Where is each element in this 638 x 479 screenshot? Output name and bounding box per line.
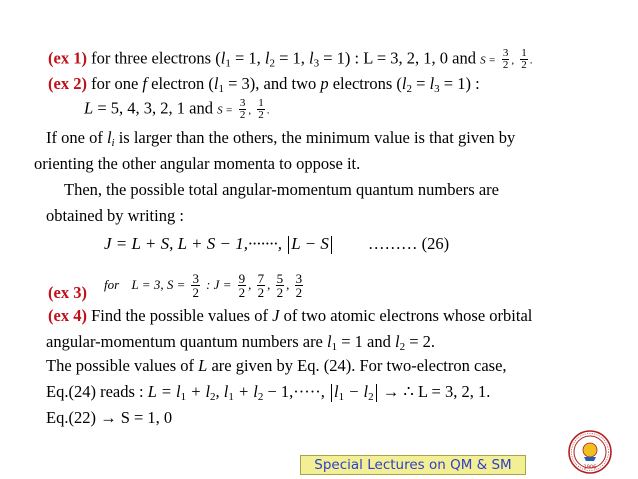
fraction-numerator: 1 [258,97,264,109]
fraction-numerator: 9 [238,270,246,286]
equation-22-text: Eq.(22) → S = 1, 0 [46,408,173,427]
spin-fraction [191,272,200,299]
eq24-abs-part: l [334,382,339,401]
L-symbol: L [84,98,94,118]
fraction-denominator: 2 [257,284,265,300]
fraction-denominator: 2 [192,284,199,300]
para1-text-b: is larger than the others, the minimum value is that given by [114,128,516,147]
eq24-abs-part: − l [344,382,369,401]
equation-24-label: Eq.(24) reads : [46,382,148,401]
l2-symbol: l [401,74,407,93]
J-symbol: J [272,306,280,325]
l2-value: = 2. [405,332,436,351]
for-word: for [104,277,120,292]
fraction-numerator: 3 [295,270,303,286]
example-3-tag: (ex 3) [48,283,87,302]
subscript: 2 [368,391,374,403]
lecture-footer: Special Lectures on QM & SM [300,455,526,475]
li-symbol: l [106,128,112,147]
para3-text-a: The possible values of [46,356,199,375]
l1-value: = 3), and two [223,74,321,93]
example-2-text-a: for one [91,74,143,93]
L-and-S: L = 3, S = [131,277,186,292]
subscript: 2 [257,391,264,403]
l2-subscript: 2 [269,57,275,70]
J-fraction [257,272,266,299]
J-fraction [276,272,285,299]
J-values: $\frac{9}{2}$ , $\frac{7}{2}$ , $\frac{5}{2}$ , $\frac{3}{2}$ [238,270,303,300]
l1-symbol: l [327,332,332,351]
para1-text-a: If one of [46,128,107,147]
l1-subscript: 1 [218,83,224,95]
spin-fraction-1-2 [520,48,528,71]
fraction-numerator: 7 [257,270,265,286]
paragraph-1-line-2 [34,154,360,174]
l3-symbol: l [309,48,314,68]
example-2-text-b: electron ( [147,74,214,93]
l2-value: = 1, [274,48,310,68]
spin-symbol: S = [480,54,496,67]
fraction-numerator: 3 [502,47,509,59]
equation-24-line [46,382,490,407]
spin-symbol: S = [217,104,233,117]
paragraph-2-line-2 [46,206,184,226]
abs-bar-right [331,236,332,254]
example-2-tag: (ex 2) [48,74,87,93]
spin-fraction-3-2 [239,98,247,121]
ex4-text-a: Find the possible values of [91,306,273,325]
fraction-denominator: 2 [238,284,246,300]
equation-26-ref [368,234,449,254]
example-1-text: for three electrons ( [91,48,221,68]
li-subscript: i [111,137,115,149]
paragraph-3 [46,356,507,376]
l1-subscript: 1 [225,57,231,70]
f-symbol: f [142,74,147,93]
university-seal-icon [568,430,612,474]
abs-bar-left [288,236,289,254]
spin-fraction-3-2 [502,48,510,71]
example-1-tag: (ex 1) [48,48,87,68]
l2-symbol: l [264,48,270,68]
subscript: 2 [210,391,216,403]
l2-subscript: 2 [406,83,413,95]
fraction-denominator: 2 [276,284,284,300]
l3-value: = 1) : [439,74,480,93]
example-4-tag: (ex 4) [48,306,87,325]
l1-value: = 1 and [337,332,395,351]
ex4-text-c: angular-momentum quantum numbers are [46,332,328,351]
example-3-line [48,283,87,303]
fraction-denominator: 2 [502,59,509,71]
fraction-numerator: 3 [239,97,246,109]
l3-subscript: 3 [313,57,320,70]
subscript: 1 [228,391,234,403]
equation-26-number: ……… (26) [368,234,450,253]
fraction-denominator: 2 [239,109,246,121]
paragraph-2-line-1 [64,180,499,200]
seal-year: 1906 [583,464,597,471]
equals: = [412,74,430,93]
l1-value: = 1, [230,48,265,68]
fraction-numerator: 3 [192,270,199,286]
eq24-result: → ∴ L = 3, 2, 1. [378,382,491,401]
example-4-line-1 [48,306,532,326]
fraction-denominator: 2 [258,109,264,121]
J-fraction [295,272,304,299]
paragraph-1-line-1 [46,128,515,153]
L-values: = 5, 4, 3, 2, 1 and [93,98,218,118]
fraction-numerator: 5 [276,270,284,286]
fraction-denominator: 2 [295,284,303,300]
example-2-values-line: L = 5, 4, 3, 2, 1 and S = $\frac{3}{2}$ , $\frac{1}{2}$ . [84,97,270,121]
ex4-text-b: of two atomic electrons whose orbital [279,306,533,325]
eq24-part: − 1,·····, [263,382,325,401]
J-equals: : J = [206,277,232,292]
subscript: 1 [338,391,345,403]
l1-subscript: 1 [331,341,338,353]
eq24-part: + l [233,382,258,401]
l2-subscript: 2 [399,341,406,353]
equation-26 [104,234,334,254]
subscript: 1 [180,391,187,403]
abs-bar-right [376,384,377,402]
eq24-part: , l [215,382,229,401]
example-1-line: (ex 1) for three electrons ($l_1 = 1$, $l_2 = 1$, $l_3 = 1$) : L = 3, 2, 1, 0 and S = $\frac{3}{2}$ , $\frac{1}{2}$ . [48,47,533,71]
para2-text-a: Then, the possible total angular-momentum quantum numbers are [64,180,499,199]
l3-subscript: 3 [434,83,440,95]
example-2-line [48,74,480,99]
example-4-line-2 [46,332,435,357]
l1-symbol: l [213,74,219,93]
para1-text-c: orienting the other angular momenta to oppose it. [34,154,361,173]
eq24-lhs: L = l [147,382,181,401]
L-symbol: L [198,356,208,375]
eq24-part: + l [186,382,211,401]
spin-fraction-1-2 [257,98,265,121]
l1-symbol: l [220,48,226,68]
abs-bar-left [331,384,332,402]
equation-22-line [46,408,172,428]
fraction-denominator: 2 [521,59,527,71]
para2-text-b: obtained by writing : [46,206,184,225]
l3-symbol: l [429,74,435,93]
fraction-numerator: 1 [521,47,527,59]
J-fraction [238,272,247,299]
equation-26-lhs: J = L + S, L + S − 1,·······, [104,234,282,253]
p-symbol: p [320,74,329,93]
l3-value-and-L: = 1) : L = 3, 2, 1, 0 and [319,48,481,68]
example-3-equation [104,264,305,304]
para3-text-b: are given by Eq. (24). For two-electron case, [207,356,507,375]
equation-26-abs: L − S [291,234,329,253]
example-2-text-c: electrons ( [328,74,402,93]
l2-symbol: l [395,332,400,351]
